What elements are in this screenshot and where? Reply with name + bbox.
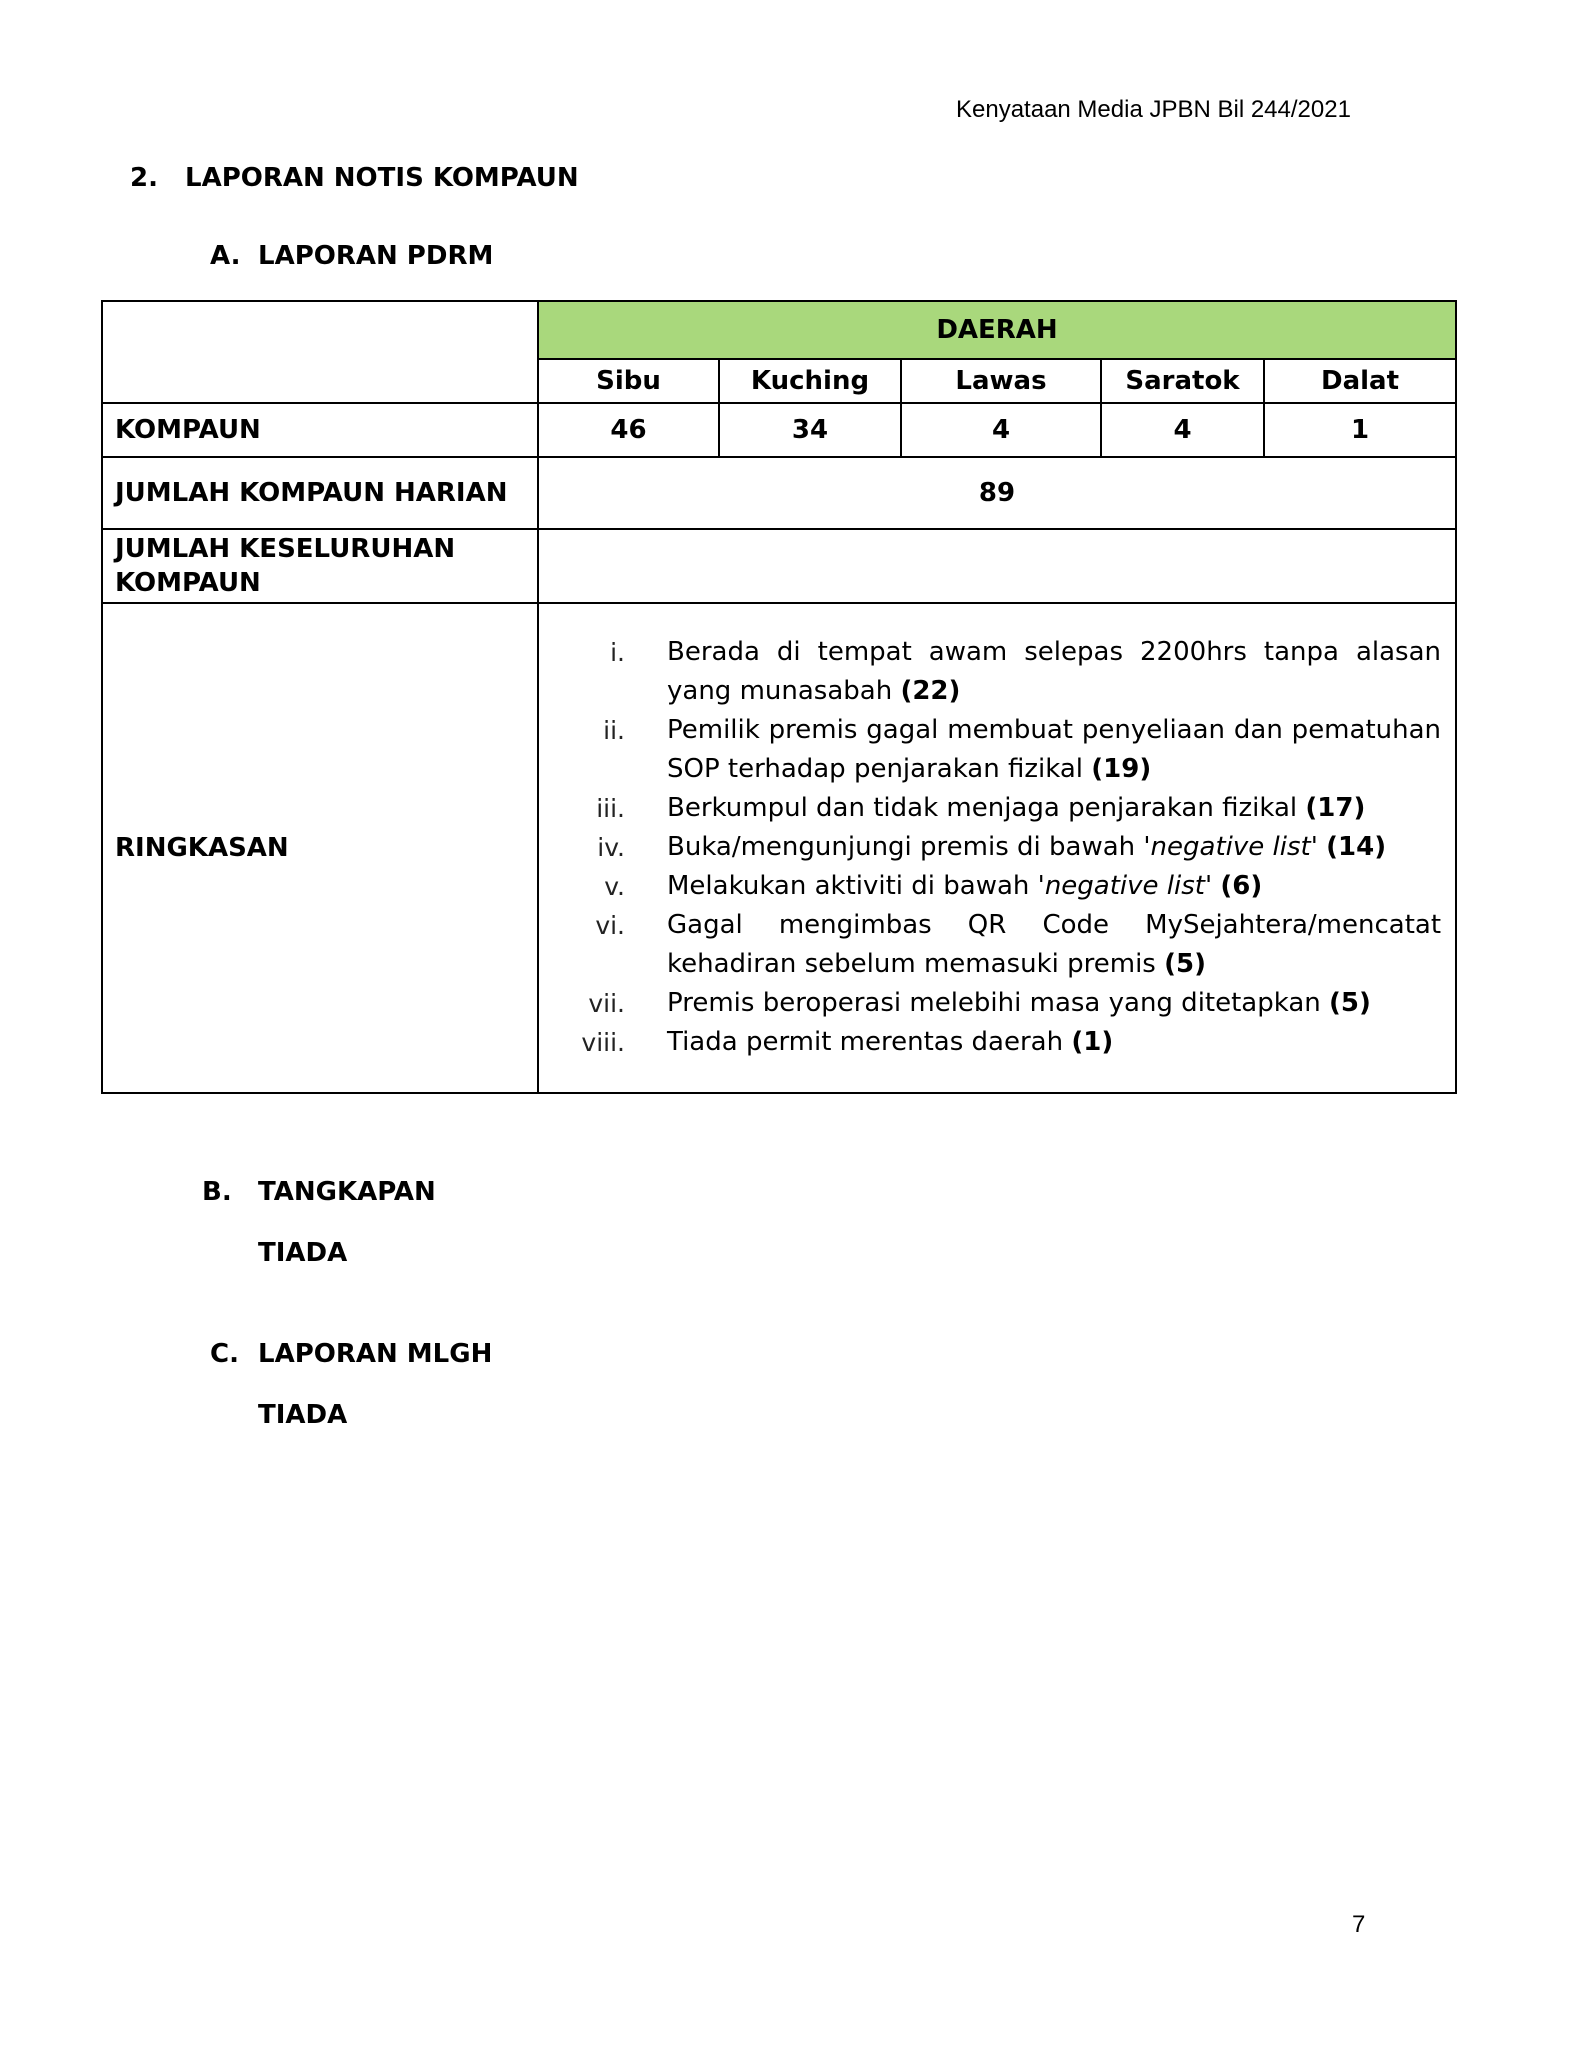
subsection-a-title: LAPORAN PDRM (258, 241, 494, 271)
summary-item-description: Melakukan aktiviti di bawah (667, 870, 1038, 901)
kompaun-kuching: 34 (719, 403, 901, 457)
district-header-sibu: Sibu (538, 359, 719, 403)
kompaun-saratok: 4 (1101, 403, 1264, 457)
row-label-summary: RINGKASAN (102, 603, 538, 1093)
subsection-c-heading (210, 1339, 492, 1369)
summary-cell (538, 603, 1456, 1093)
kompaun-dalat: 1 (1264, 403, 1456, 457)
summary-item-italic: 'negative list' (1143, 831, 1318, 862)
subsection-b-title: TANGKAPAN (258, 1177, 436, 1207)
summary-item (553, 1023, 1441, 1062)
document-reference: Kenyataan Media JPBN Bil 244/2021 (956, 96, 1351, 123)
summary-item-count: (6) (1220, 870, 1263, 901)
section-title: LAPORAN NOTIS KOMPAUN (185, 163, 579, 193)
summary-item-text (667, 828, 1441, 867)
section-heading (130, 163, 579, 193)
subsection-a-heading (210, 241, 493, 271)
subsection-c-body: TIADA (258, 1400, 348, 1430)
summary-item (553, 984, 1441, 1023)
table-corner-cell (102, 301, 538, 403)
summary-item (553, 789, 1441, 828)
summary-item (553, 711, 1441, 789)
summary-item-count: (22) (900, 675, 961, 706)
row-label-daily-total: JUMLAH KOMPAUN HARIAN (102, 457, 538, 529)
summary-item-numeral: vi. (595, 910, 625, 940)
row-label-overall-total (102, 529, 538, 603)
summary-item-numeral: iii. (596, 793, 625, 823)
district-header-dalat: Dalat (1264, 359, 1456, 403)
section-number: 2. (130, 163, 158, 193)
page-number: 7 (1352, 1911, 1366, 1938)
summary-item-description: Pemilik premis gagal membuat penyeliaan dan pematuhan SOP terhadap penjarakan fizikal (667, 714, 1442, 784)
summary-item (553, 906, 1441, 984)
summary-item-description: Buka/mengunjungi premis di bawah (667, 831, 1144, 862)
summary-item-numeral: viii. (581, 1027, 625, 1057)
kompaun-sibu: 46 (538, 403, 719, 457)
row-label-kompaun: KOMPAUN (102, 403, 538, 457)
district-group-header: DAERAH (538, 301, 1456, 359)
summary-item (553, 867, 1441, 906)
summary-item-count: (1) (1071, 1026, 1114, 1057)
subsection-c-title: LAPORAN MLGH (258, 1339, 493, 1369)
summary-item-description: Gagal mengimbas QR Code MySejahtera/mencatat kehadiran sebelum memasuki premis (667, 909, 1442, 979)
overall-total-label-line2: KOMPAUN (115, 568, 261, 598)
overall-total-value (538, 529, 1456, 603)
summary-item-text (667, 984, 1441, 1023)
subsection-b-body: TIADA (258, 1238, 348, 1268)
summary-item-italic: 'negative list' (1037, 870, 1213, 901)
summary-item-numeral: i. (610, 637, 625, 667)
summary-item-description: Berada di tempat awam selepas 2200hrs tanpa alasan yang munasabah (667, 636, 1442, 706)
district-header-saratok: Saratok (1101, 359, 1264, 403)
district-header-kuching: Kuching (719, 359, 901, 403)
subsection-a-letter: A. (210, 241, 241, 271)
summary-item (553, 633, 1441, 711)
kompaun-lawas: 4 (901, 403, 1101, 457)
district-header-lawas: Lawas (901, 359, 1101, 403)
summary-item-description: Berkumpul dan tidak menjaga penjarakan fizikal (667, 792, 1306, 823)
summary-item-numeral: ii. (603, 715, 625, 745)
subsection-b-letter: B. (202, 1177, 232, 1207)
summary-item-text (667, 1023, 1441, 1062)
subsection-b-heading (202, 1177, 436, 1207)
summary-item-count: (14) (1326, 831, 1387, 862)
summary-item-count: (5) (1164, 948, 1206, 979)
summary-item-text (667, 633, 1441, 711)
summary-item-text (667, 711, 1441, 789)
compound-report-table (101, 300, 1457, 1094)
summary-item (553, 828, 1441, 867)
summary-item-numeral: vii. (588, 988, 625, 1018)
subsection-c-letter: C. (210, 1339, 239, 1369)
summary-item-spacer (1318, 832, 1326, 862)
overall-total-label-line1: JUMLAH KESELURUHAN (115, 534, 456, 564)
summary-item-count: (5) (1329, 987, 1371, 1018)
summary-item-text (667, 906, 1441, 984)
summary-item-count: (17) (1305, 792, 1366, 823)
summary-item-numeral: v. (604, 871, 625, 901)
daily-total-value: 89 (538, 457, 1456, 529)
summary-item-text (667, 867, 1441, 906)
summary-item-count: (19) (1091, 753, 1152, 784)
summary-item-numeral: iv. (597, 832, 625, 862)
summary-item-description: Premis beroperasi melebihi masa yang ditetapkan (667, 987, 1330, 1018)
summary-list (539, 605, 1455, 1092)
summary-item-description: Tiada permit merentas daerah (667, 1026, 1072, 1057)
summary-item-text (667, 789, 1441, 828)
